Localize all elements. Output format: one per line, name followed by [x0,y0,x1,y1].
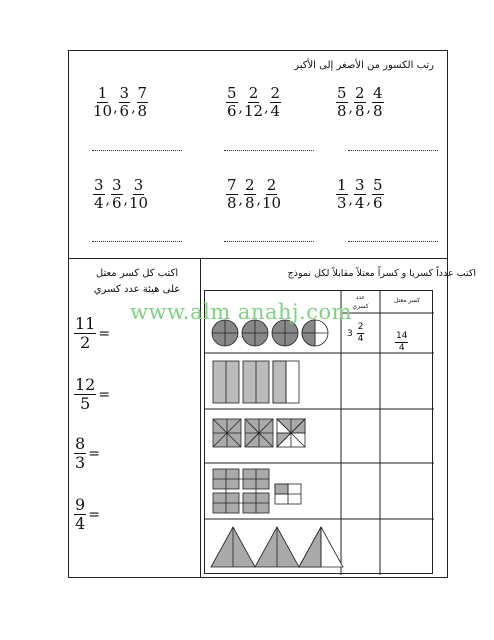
denominator: 10 [93,102,113,120]
fraction [119,86,131,119]
striped-rectangles-model [213,361,299,403]
answer-line[interactable] [92,150,182,151]
numerator: 1 [97,84,108,102]
numerator: 3 [112,176,122,194]
numerator: 3 [355,176,365,194]
denominator: 4 [75,514,86,533]
numerator: 2 [355,84,365,102]
example-mixed-number [347,323,364,344]
fraction [262,178,281,211]
conversion-item[interactable] [74,377,110,412]
denominator: 10 [262,194,282,212]
improper-fraction [74,436,86,471]
denominator: 3 [75,453,86,472]
convert-title-line2: على هيئة عدد كسري [93,284,181,295]
example-improper: $\frac{14}{4}$ [396,331,408,353]
numerator: 5 [227,84,237,102]
answer-line[interactable] [224,241,314,242]
numerator: 7 [227,176,237,194]
denominator: 10 [129,194,149,212]
denominator: 12 [244,102,264,120]
fraction-group [336,178,384,211]
fraction [354,86,366,119]
numerator: 5 [337,84,347,102]
fraction [244,86,263,119]
numerator: 1 [337,176,347,194]
denominator: 4 [355,194,365,212]
example-fraction: $\frac{2}{4}$ [357,322,364,344]
fraction [270,86,282,119]
denominator: 8 [245,194,255,212]
fraction [93,86,112,119]
fraction-group [93,178,148,211]
numerator: 3 [133,176,144,194]
fraction [336,86,348,119]
denominator: 8 [355,102,365,120]
denominator: 4 [270,102,281,120]
models-table [204,290,433,574]
denominator: 4 [94,194,104,212]
improper-fraction-header: كسر معتل [394,297,420,304]
fraction [354,178,366,211]
equals-sign: = [88,445,100,462]
numerator: 3 [119,84,130,102]
comma-separator: , [264,99,269,116]
order-fractions-title: رتب الكسور من الأصغر إلى الأكبر [294,60,434,71]
models-title: اكتب عدداً كسريا و كسراً معتلاً مقابلاً لكل نموذج [287,268,476,279]
comma-separator: , [348,99,353,116]
conversion-item[interactable] [74,316,110,351]
equals-sign: = [98,325,111,342]
comma-separator: , [348,191,353,208]
comma-separator: , [105,191,110,208]
answer-line[interactable] [348,150,438,151]
numerator: 9 [75,495,86,514]
numerator: 4 [373,84,383,102]
numerator: 11 [75,314,96,333]
mixed-number-header-1: عدد [355,294,366,301]
denominator: 8 [337,102,347,120]
fraction-group [93,86,148,119]
denominator: 6 [112,194,122,212]
fraction [244,178,256,211]
divided-squares-model [213,419,305,447]
watermark: www.alm anahj.com [130,300,353,324]
equals-sign: = [98,386,111,403]
improper-fraction [74,316,96,351]
fraction [372,178,384,211]
comma-separator: , [256,191,261,208]
numerator: 7 [137,84,148,102]
fraction-group [226,86,281,119]
improper-fraction [74,497,86,532]
denominator: 8 [373,102,383,120]
conversion-item[interactable] [74,436,100,471]
fraction [226,178,238,211]
denominator: 2 [80,333,91,352]
section-divider [68,258,448,259]
answer-line[interactable] [224,150,314,151]
fraction [372,86,384,119]
denominator: 3 [337,194,347,212]
comma-separator: , [131,99,136,116]
comma-separator: , [366,99,371,116]
fraction-group [226,178,281,211]
comma-separator: , [238,191,243,208]
numerator: 2 [248,84,259,102]
convert-title-line1: اكتب كل كسر معتل [95,268,179,279]
numerator: 2 [266,176,277,194]
improper-fraction [74,377,96,412]
answer-line[interactable] [92,241,182,242]
fraction [137,86,149,119]
numerator: 5 [373,176,383,194]
fraction [336,178,348,211]
equals-sign: = [88,506,100,523]
conversion-item[interactable] [74,497,100,532]
comma-separator: , [113,99,118,116]
fraction [93,178,105,211]
denominator: 5 [80,394,91,413]
denominator: 8 [227,194,237,212]
comma-separator: , [123,191,128,208]
numerator: 2 [270,84,281,102]
fraction [226,86,238,119]
fraction [111,178,123,211]
denominator: 8 [137,102,148,120]
answer-line[interactable] [348,241,438,242]
fraction [129,178,148,211]
numerator: 12 [75,375,96,394]
comma-separator: , [366,191,371,208]
fraction-group [336,86,384,119]
example-whole: 3 [347,328,353,339]
comma-separator: , [238,99,243,116]
triangles-model [211,527,343,567]
denominator: 6 [373,194,383,212]
numerator: 8 [75,434,86,453]
denominator: 6 [119,102,130,120]
numerator: 3 [94,176,104,194]
shaded-rectangles-model [213,469,301,513]
denominator: 6 [227,102,237,120]
mixed-number-header-2: كسري [352,303,369,310]
numerator: 2 [245,176,255,194]
